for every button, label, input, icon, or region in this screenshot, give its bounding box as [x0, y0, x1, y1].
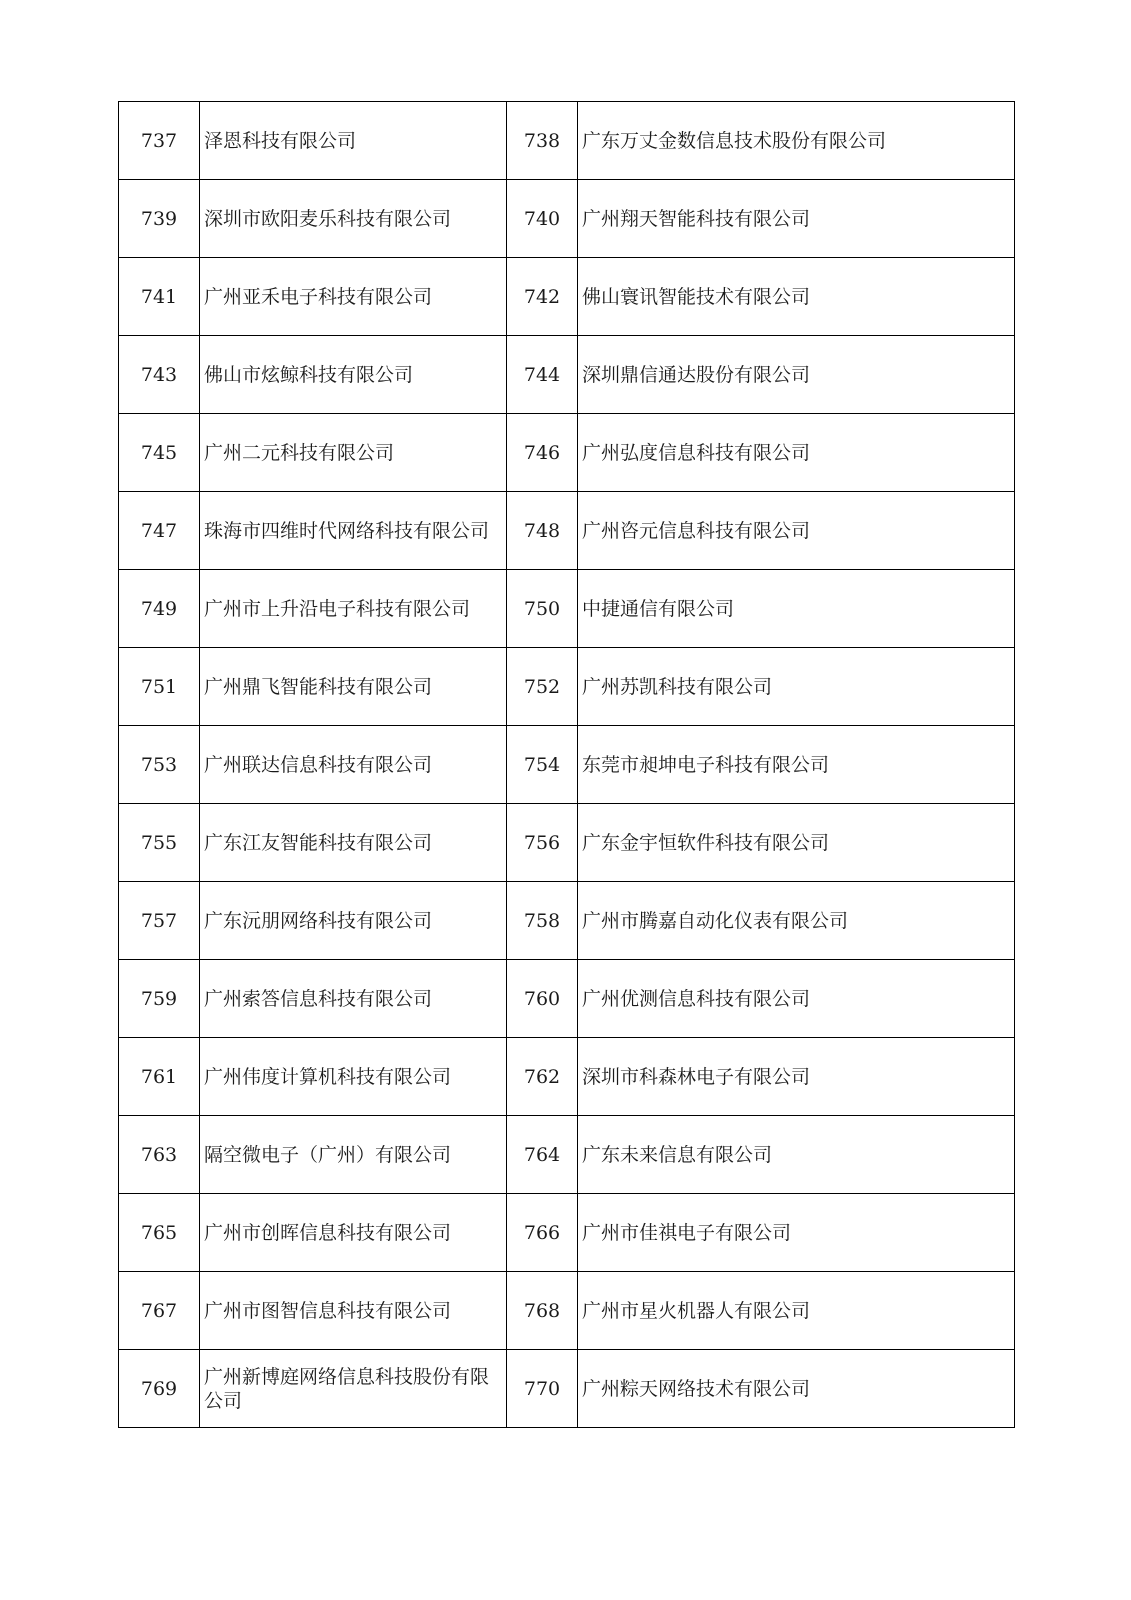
right-number-cell: 758 [507, 882, 578, 960]
left-company-cell: 广东沅朋网络科技有限公司 [200, 882, 507, 960]
left-number-cell: 739 [119, 180, 200, 258]
left-number-cell: 749 [119, 570, 200, 648]
left-number-cell: 755 [119, 804, 200, 882]
right-number-cell: 738 [507, 102, 578, 180]
right-number-cell: 770 [507, 1350, 578, 1428]
right-number-cell: 746 [507, 414, 578, 492]
right-number-cell: 768 [507, 1272, 578, 1350]
table-row [119, 726, 1015, 804]
left-company-cell: 深圳市欧阳麦乐科技有限公司 [200, 180, 507, 258]
right-company-cell: 东莞市昶坤电子科技有限公司 [578, 726, 1015, 804]
right-company-cell: 广州咨元信息科技有限公司 [578, 492, 1015, 570]
left-company-cell: 广州市上升沿电子科技有限公司 [200, 570, 507, 648]
left-number-cell: 743 [119, 336, 200, 414]
right-number-cell: 752 [507, 648, 578, 726]
left-company-cell: 广州二元科技有限公司 [200, 414, 507, 492]
right-number-cell: 760 [507, 960, 578, 1038]
right-company-cell: 深圳鼎信通达股份有限公司 [578, 336, 1015, 414]
table-row [119, 258, 1015, 336]
table-row [119, 1350, 1015, 1428]
left-number-cell: 745 [119, 414, 200, 492]
right-company-cell: 广州苏凯科技有限公司 [578, 648, 1015, 726]
left-company-cell: 泽恩科技有限公司 [200, 102, 507, 180]
table-row [119, 180, 1015, 258]
table-row [119, 804, 1015, 882]
right-number-cell: 754 [507, 726, 578, 804]
right-company-cell: 广州粽天网络技术有限公司 [578, 1350, 1015, 1428]
right-company-cell: 广州优测信息科技有限公司 [578, 960, 1015, 1038]
left-number-cell: 753 [119, 726, 200, 804]
left-number-cell: 761 [119, 1038, 200, 1116]
table-row [119, 336, 1015, 414]
left-number-cell: 769 [119, 1350, 200, 1428]
left-number-cell: 751 [119, 648, 200, 726]
left-company-cell: 广州联达信息科技有限公司 [200, 726, 507, 804]
right-company-cell: 广东万丈金数信息技术股份有限公司 [578, 102, 1015, 180]
table-row [119, 570, 1015, 648]
table-row [119, 960, 1015, 1038]
left-number-cell: 757 [119, 882, 200, 960]
right-company-cell: 深圳市科森林电子有限公司 [578, 1038, 1015, 1116]
left-number-cell: 765 [119, 1194, 200, 1272]
left-company-cell: 广州市创晖信息科技有限公司 [200, 1194, 507, 1272]
right-company-cell: 广州市佳祺电子有限公司 [578, 1194, 1015, 1272]
right-company-cell: 广州翔天智能科技有限公司 [578, 180, 1015, 258]
left-company-cell: 广州鼎飞智能科技有限公司 [200, 648, 507, 726]
right-company-cell: 广东未来信息有限公司 [578, 1116, 1015, 1194]
right-company-cell: 广东金宇恒软件科技有限公司 [578, 804, 1015, 882]
table-row [119, 102, 1015, 180]
left-company-cell: 广州伟度计算机科技有限公司 [200, 1038, 507, 1116]
left-company-cell: 广州新博庭网络信息科技股份有限公司 [200, 1350, 507, 1428]
table-row [119, 414, 1015, 492]
right-number-cell: 742 [507, 258, 578, 336]
right-number-cell: 766 [507, 1194, 578, 1272]
left-company-cell: 隔空微电子（广州）有限公司 [200, 1116, 507, 1194]
right-number-cell: 748 [507, 492, 578, 570]
left-company-cell: 广州亚禾电子科技有限公司 [200, 258, 507, 336]
table-row [119, 1116, 1015, 1194]
left-number-cell: 747 [119, 492, 200, 570]
left-company-cell: 广东江友智能科技有限公司 [200, 804, 507, 882]
left-number-cell: 737 [119, 102, 200, 180]
left-company-cell: 佛山市炫鲸科技有限公司 [200, 336, 507, 414]
company-list-table [118, 101, 1015, 1428]
right-company-cell: 广州市星火机器人有限公司 [578, 1272, 1015, 1350]
right-number-cell: 750 [507, 570, 578, 648]
table-row [119, 1038, 1015, 1116]
left-company-cell: 广州市图智信息科技有限公司 [200, 1272, 507, 1350]
table-row [119, 882, 1015, 960]
right-company-cell: 广州市腾嘉自动化仪表有限公司 [578, 882, 1015, 960]
right-number-cell: 756 [507, 804, 578, 882]
left-company-cell: 广州索答信息科技有限公司 [200, 960, 507, 1038]
table-row [119, 1272, 1015, 1350]
left-number-cell: 741 [119, 258, 200, 336]
table-row [119, 1194, 1015, 1272]
right-number-cell: 740 [507, 180, 578, 258]
table-row [119, 492, 1015, 570]
right-company-cell: 广州弘度信息科技有限公司 [578, 414, 1015, 492]
right-company-cell: 中捷通信有限公司 [578, 570, 1015, 648]
right-number-cell: 762 [507, 1038, 578, 1116]
left-number-cell: 767 [119, 1272, 200, 1350]
left-number-cell: 759 [119, 960, 200, 1038]
left-number-cell: 763 [119, 1116, 200, 1194]
right-number-cell: 764 [507, 1116, 578, 1194]
right-company-cell: 佛山寰讯智能技术有限公司 [578, 258, 1015, 336]
table-body [119, 102, 1015, 1428]
right-number-cell: 744 [507, 336, 578, 414]
left-company-cell: 珠海市四维时代网络科技有限公司 [200, 492, 507, 570]
table-row [119, 648, 1015, 726]
